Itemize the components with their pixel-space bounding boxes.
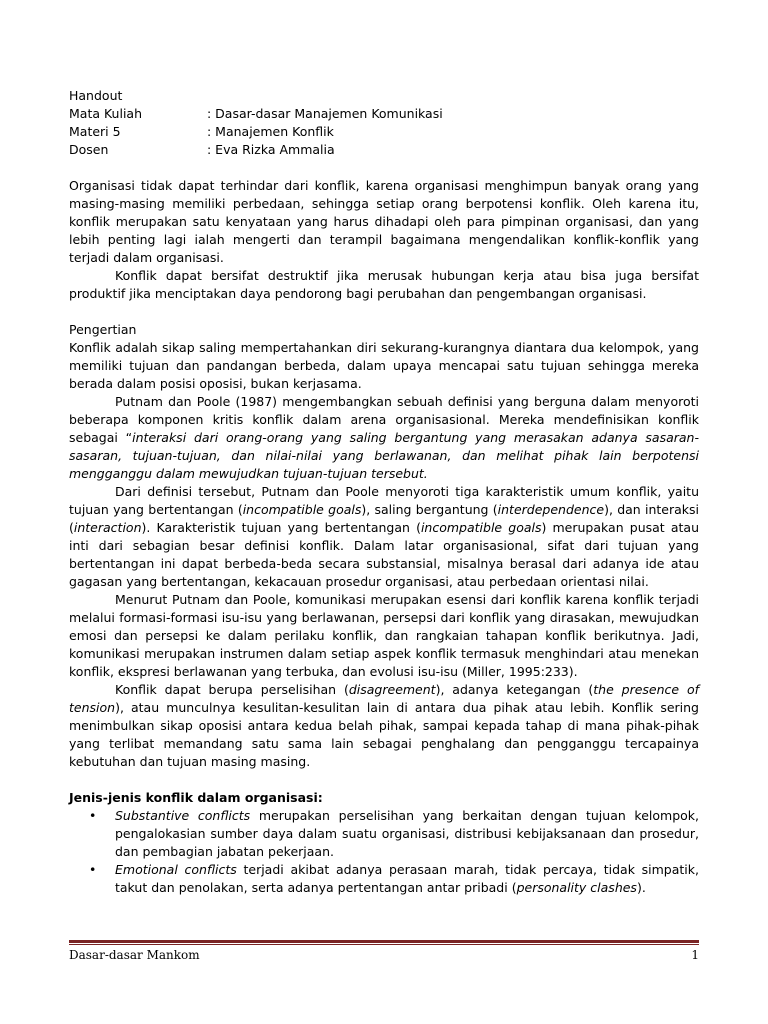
conflict-types-list (69, 807, 699, 897)
text-run: Dari definisi tersebut, Putnam dan Poole menyoroti tiga karakteristik umum konflik, yaitu tujuan yang bertentangan ( (69, 484, 699, 517)
intro-paragraph-2: Konflik dapat bersifat destruktif jika merusak hubungan kerja atau bisa juga bersifat produktif jika menciptakan daya pendorong bagi perubahan dan pengembangan organisasi. (69, 268, 699, 301)
italic-term: Emotional conflicts (115, 862, 237, 877)
handout-title: Handout (69, 88, 123, 103)
italic-quote: interaksi dari orang-orang yang saling bergantung yang merasakan adanya sasaran-sasaran, tujuan-tujuan, dan nilai-nilai yang berlawanan, dan melihat pihak lain berpotensi mengganggu dalam mewujudkan tujuan-tujuan tersebut. (69, 430, 699, 481)
pengertian-paragraph-4: Menurut Putnam dan Poole, komunikasi merupakan esensi dari konflik karena konflik terjadi melalui formasi-formasi isu-isu yang berlawanan, persepsi dari konflik yang dirasakan, mewujudkan emosi dan persepsi ke dalam perilaku konflik, dan rangkaian tahapan konflik berikutnya. Jadi, komunikasi merupakan instrumen dalam setiap aspek konflik termasuk menghindari atau menekan konflik, ekspresi berlawanan yang terbuka, dan evolusi isu-isu (Miller, 1995:233). (69, 592, 699, 679)
footer-title: Dasar-dasar Mankom (69, 948, 200, 962)
pengertian-paragraph-1: Konflik adalah sikap saling mempertahankan diri sekurang-kurangnya diantara dua kelompok, yang memiliki tujuan dan pandangan berbeda, dalam upaya mencapai satu tujuan sehingga mereka berada dalam posisi oposisi, bukan kerjasama. (69, 340, 699, 391)
text-run: ). (636, 880, 646, 895)
footer-divider-thick (69, 940, 699, 943)
page-footer (69, 948, 699, 962)
intro-paragraph-1: Organisasi tidak dapat terhindar dari konflik, karena organisasi menghimpun banyak orang yang masing-masing memiliki perbedaan, sehingga setiap orang berpotensi konflik. Oleh karena itu, konflik merupakan satu kenyataan yang harus dihadapi oleh para pimpinan organisasi, dan yang lebih penting lagi ialah mengerti dan terampil bagaimana mengendalikan konflik-konflik yang terjadi dalam organisasi. (69, 178, 699, 265)
text-run: ). Karakteristik tujuan yang bertentangan ( (141, 520, 421, 535)
italic-term: incompatible goals (420, 520, 542, 535)
text-run: ), dan interaksi ( (69, 502, 700, 535)
page-number: 1 (691, 948, 699, 962)
text-run: Putnam dan Poole (1987) mengembangkan sebuah definisi yang berguna dalam menyoroti beberapa komponen kritis konflik dalam arena organisasional. Mereka mendefinisikan konflik sebagai “ (69, 394, 699, 445)
page-content (69, 87, 699, 897)
list-item (69, 807, 699, 861)
footer-divider-thin (69, 944, 699, 945)
meta-value: : Eva Rizka Ammalia (207, 142, 335, 157)
meta-row-course (69, 105, 699, 123)
italic-term: the presence of tension (69, 682, 699, 715)
text-run: ) merupakan pusat atau inti dari sebagian besar definisi konflik. Dalam latar organisasional, sifat dari tujuan yang bertentangan ini dapat berbeda-beda secara substansial, misalnya berasal dari adanya ide atau gagasan yang bertentangan, kekacauan prosedur organisasi, atau perbedaan orientasi nilai. (69, 520, 699, 589)
text-run: Konflik dapat berupa perselisihan ( (115, 682, 349, 697)
italic-term: interdependence (497, 502, 605, 517)
section-heading-pengertian: Pengertian (69, 322, 137, 337)
pengertian-paragraph-5 (69, 681, 699, 771)
italic-term: incompatible goals (242, 502, 362, 517)
text-run: merupakan perselisihan yang berkaitan dengan tujuan kelompok, pengalokasian sumber daya dalam suatu organisasi, distribusi kebijaksanaan dan prosedur, dan pembagian jabatan pekerjaan. (115, 808, 699, 859)
text-run: ), atau munculnya kesulitan-kesulitan lain di antara dua pihak atau lebih. Konflik sering menimbulkan sikap oposisi antara kedua belah pihak, sampai kepada tahap di mana pihak-pihak yang terlibat memandang satu sama lain sebagai penghalang dan pengganggu tercapainya kebutuhan dan tujuan masing masing. (69, 700, 699, 769)
section-heading-jenis: Jenis-jenis konflik dalam organisasi: (69, 790, 323, 805)
italic-term: Substantive conflicts (115, 808, 251, 823)
meta-value: : Manajemen Konflik (207, 124, 334, 139)
pengertian-paragraph-3 (69, 483, 699, 591)
text-run: ), saling bergantung ( (361, 502, 498, 517)
italic-term: personality clashes (516, 880, 637, 895)
italic-term: interaction (73, 520, 142, 535)
meta-value: : Dasar-dasar Manajemen Komunikasi (207, 106, 443, 121)
meta-row-material (69, 123, 699, 141)
italic-term: disagreement (348, 682, 436, 697)
text-run: terjadi akibat adanya perasaan marah, tidak percaya, tidak simpatik, takut dan penolakan, serta adanya pertentangan antar pribadi ( (115, 862, 699, 895)
meta-key: Materi 5 (69, 124, 121, 139)
meta-key: Mata Kuliah (69, 106, 143, 121)
meta-key: Dosen (69, 142, 109, 157)
pengertian-paragraph-2 (69, 393, 699, 483)
meta-row-lecturer (69, 141, 699, 159)
list-item (69, 861, 699, 897)
text-run: ), adanya ketegangan ( (435, 682, 594, 697)
